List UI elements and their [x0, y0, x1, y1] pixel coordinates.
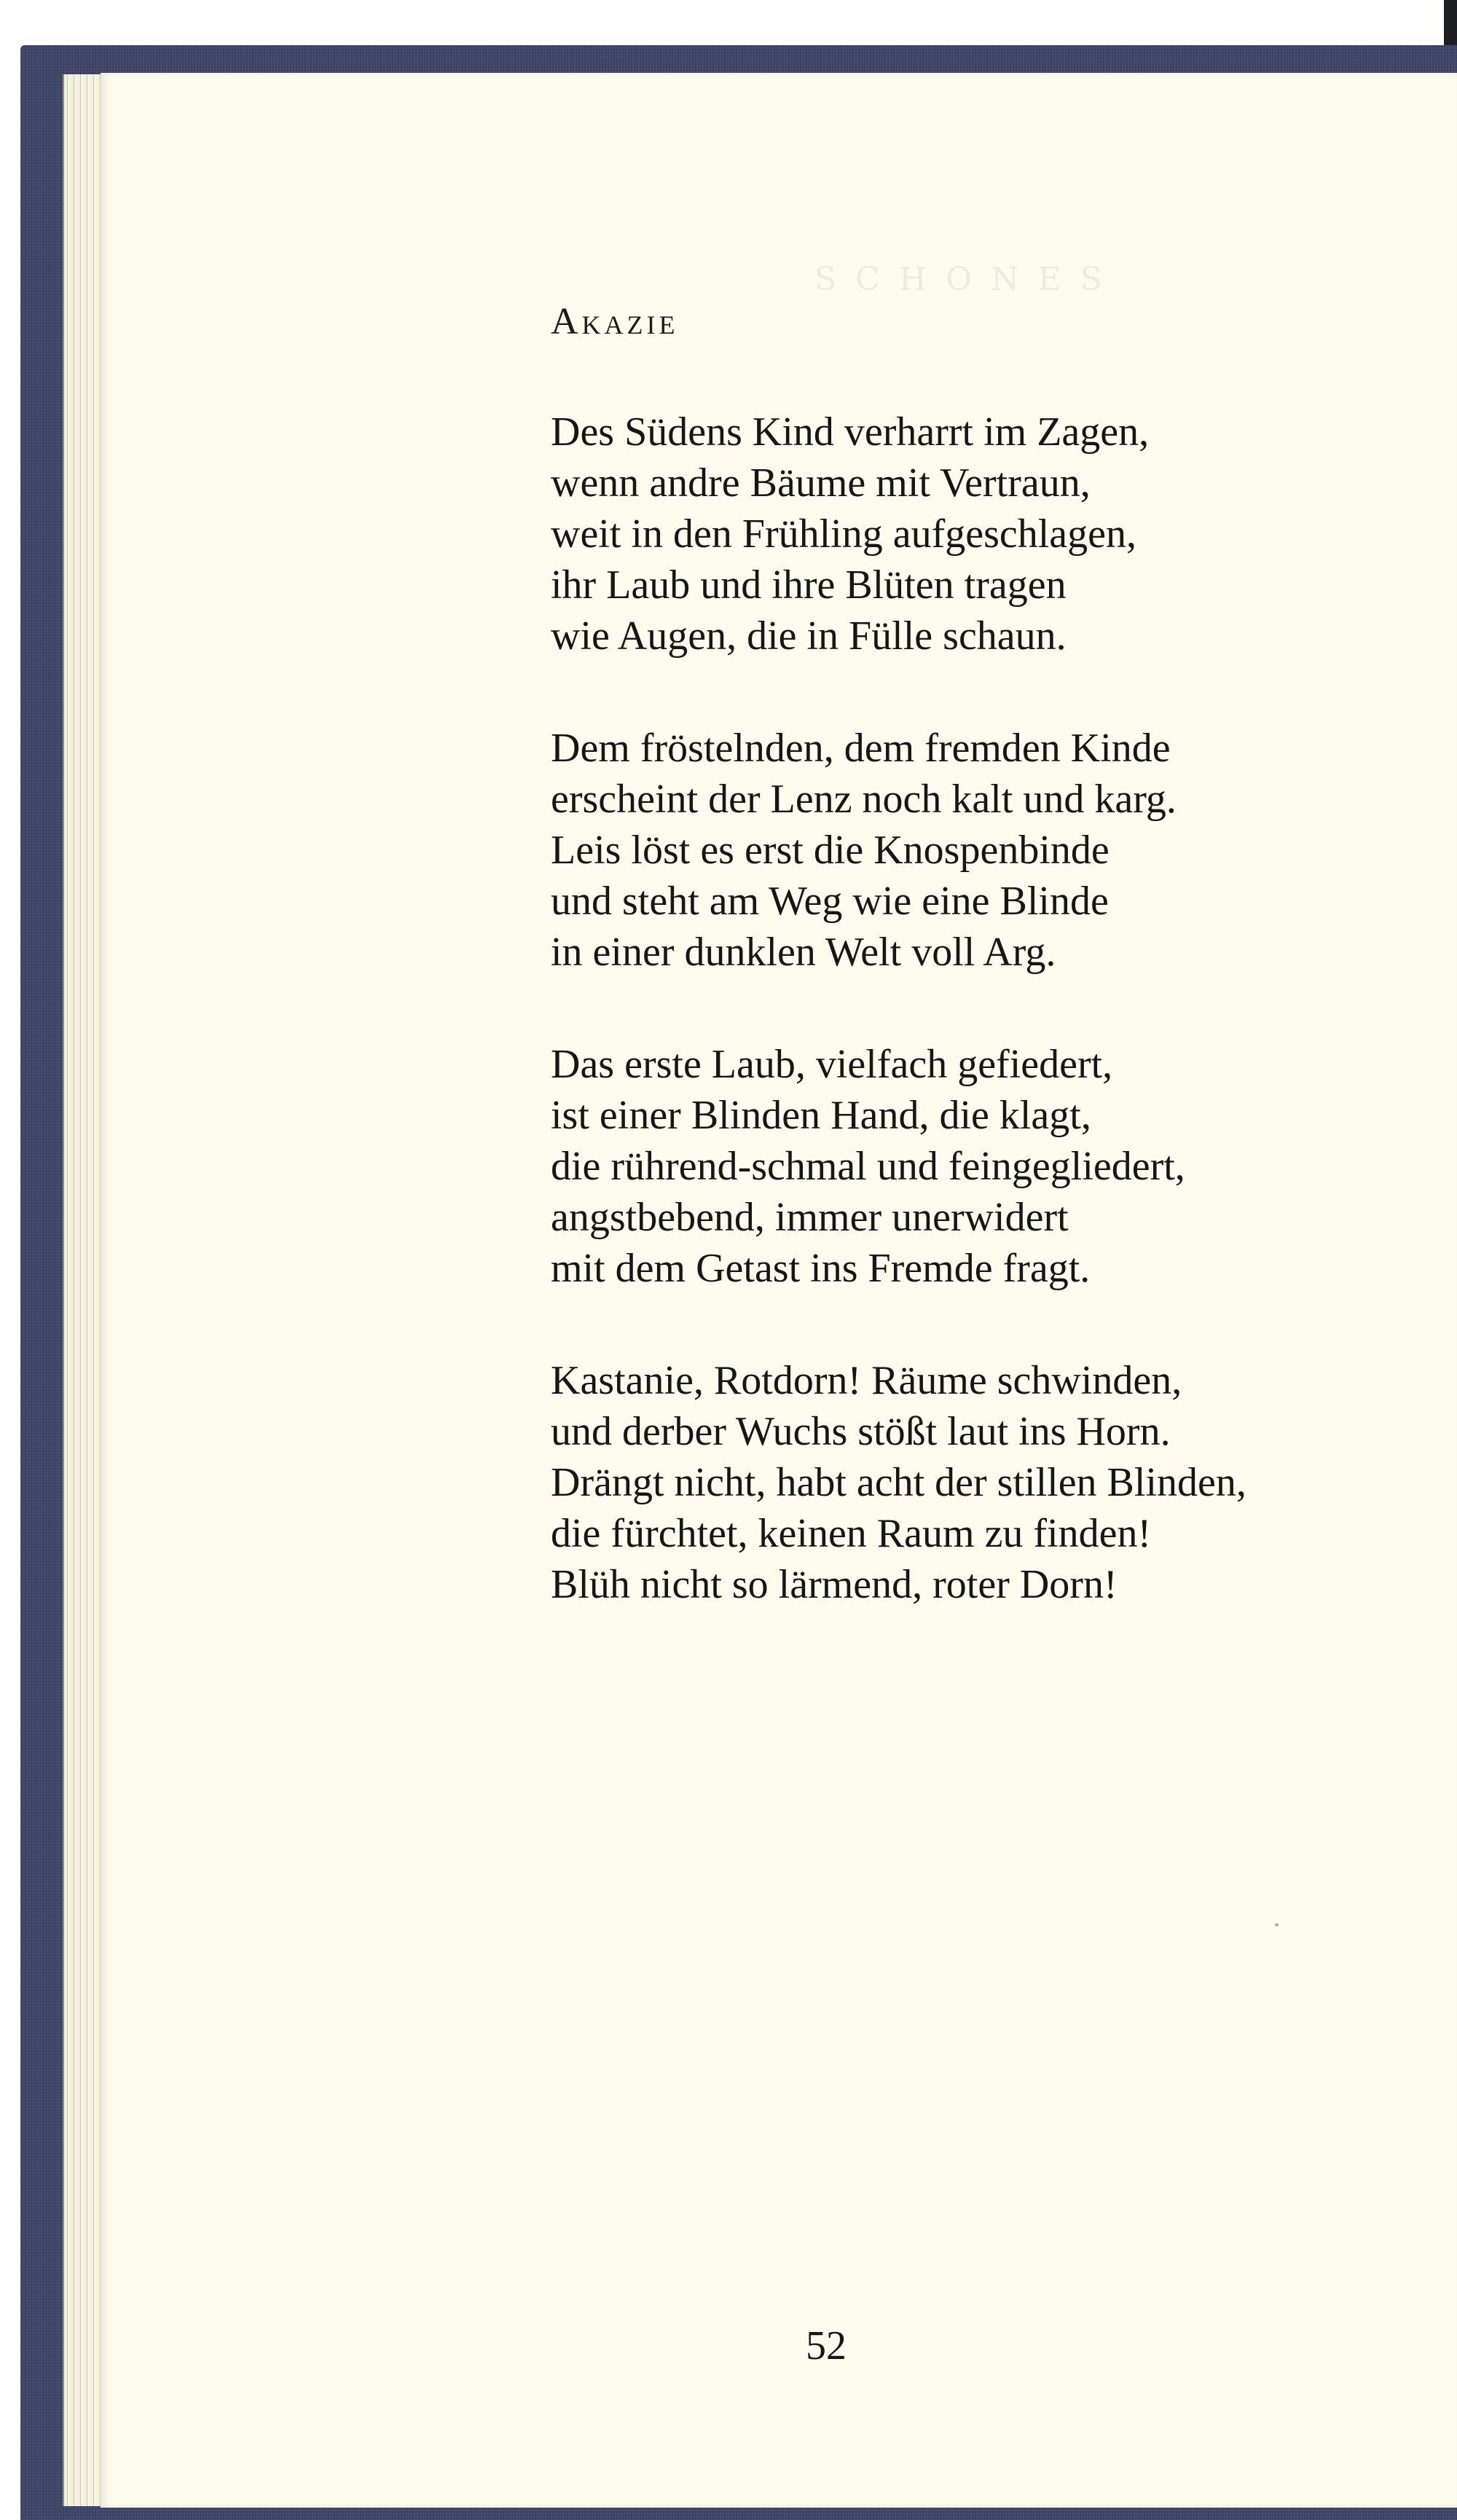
- poem-line: mit dem Getast ins Fremde fragt.: [551, 1246, 1091, 1291]
- stanza: [551, 1355, 1440, 1610]
- poem-line: Das erste Laub, vielfach gefiedert,: [551, 1042, 1113, 1087]
- poem-line: und derber Wuchs stößt laut ins Horn.: [551, 1409, 1171, 1454]
- poem-line: Des Südens Kind verharrt im Zagen,: [551, 409, 1150, 455]
- poem-line: angstbebend, immer unerwidert: [551, 1195, 1069, 1240]
- poem-line: Leis löst es erst die Knospenbinde: [551, 828, 1110, 873]
- page-edges: [63, 74, 102, 2506]
- poem-line: erscheint der Lenz noch kalt und karg.: [551, 777, 1177, 822]
- paper-speck: [1275, 1923, 1279, 1926]
- poem-line: Drängt nicht, habt acht der stillen Blinden,: [551, 1460, 1246, 1505]
- page-number: 52: [806, 2323, 847, 2368]
- stanza: [551, 1039, 1440, 1294]
- poem-line: Kastanie, Rotdorn! Räume schwinden,: [551, 1358, 1182, 1403]
- poem-line: Blüh nicht so lärmend, roter Dorn!: [551, 1562, 1118, 1607]
- poem-line: die rührend-schmal und feingegliedert,: [551, 1144, 1185, 1189]
- poem-line: ihr Laub und ihre Blüten tragen: [551, 562, 1067, 608]
- poem-title: Akazie: [551, 301, 679, 342]
- stanza: [551, 407, 1440, 662]
- poem-line: Dem fröstelnden, dem fremden Kinde: [551, 726, 1171, 771]
- poem-body: [551, 407, 1440, 1671]
- book-page: [101, 73, 1457, 2508]
- poem-line: ist einer Blinden Hand, die klagt,: [551, 1093, 1091, 1138]
- poem-line: und steht am Weg wie eine Blinde: [551, 879, 1109, 924]
- ghost-text: S C H O N E S: [814, 261, 1107, 298]
- poem-line: die fürchtet, keinen Raum zu finden!: [551, 1511, 1152, 1556]
- poem-line: weit in den Frühling aufgeschlagen,: [551, 511, 1137, 557]
- poem-line: in einer dunklen Welt voll Arg.: [551, 930, 1056, 975]
- poem-line: wie Augen, die in Fülle schaun.: [551, 613, 1067, 659]
- scan-edge-shadow: [1444, 0, 1457, 45]
- stanza: [551, 723, 1440, 978]
- poem-line: wenn andre Bäume mit Vertraun,: [551, 460, 1091, 506]
